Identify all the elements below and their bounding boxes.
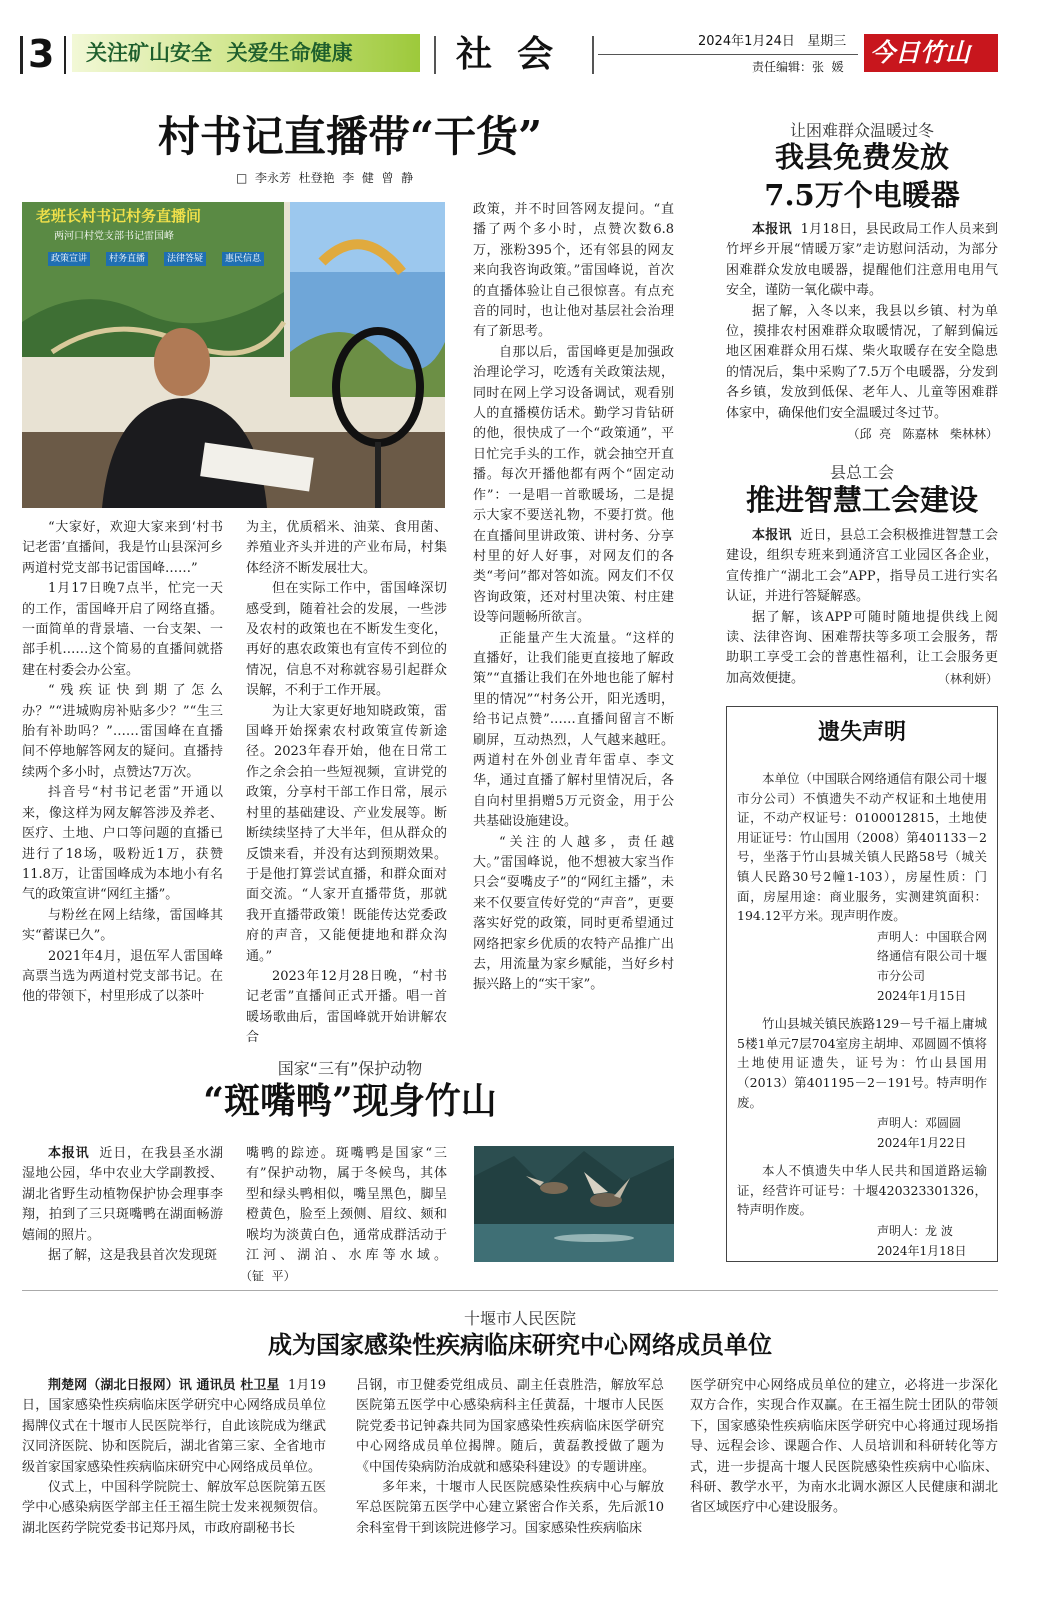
hospital-column-1 (22, 1376, 326, 1539)
notice-text: 本单位（中国联合网络通信有限公司十堰市分公司）不慎遗失不动产权证和土地使用证，不动产权证号：0100012815，土地使用证证号：竹山国用（2008）第401133－2号，坐落于竹山县城关镇人民路58号（城关镇人民路30号2幢1-103），房屋性质：门面，房屋用途：商业服务，实测建筑面积：194.12平方米。现声明作废。 (737, 771, 988, 924)
heater-title-line-1: 我县免费发放 (774, 140, 949, 174)
paper-logo-text: 今日竹山 (870, 38, 971, 67)
lost-notice-body (737, 769, 987, 1261)
responsible-editor: 责任编辑：张 媛 (752, 60, 844, 74)
paragraph: 为主，优质稻米、油菜、食用菌、养殖业齐头并进的产业布局，村集体经济不断发展壮大。 (246, 520, 447, 576)
notice-date: 2024年1月15日 (877, 988, 967, 1003)
paragraph (22, 1144, 223, 1246)
masthead (0, 0, 1039, 80)
main-article-column-2 (246, 518, 447, 1049)
notice-date: 2024年1月22日 (877, 1135, 967, 1150)
masthead-divider-2 (592, 36, 594, 74)
paragraph: “大家好，欢迎大家来到‘村书记老雷’直播间，我是竹山县深河乡两道村党支部书记雷国峰……” (22, 520, 223, 576)
notice-date: 2024年1月18日 (877, 1243, 967, 1258)
paragraph: 正能量产生大流量。“这样的直播好，让我们能更直接地了解政策”“直播让我们在外地也能了解村里的情况”“村务公开，阳光透明，给书记点赞”……直播间留言不断刷屏，互动热烈，人气越来越旺。两道村在外创业青年雷卓、李文华，通过直播了解村里情况后，各自向村里捐赠5万元资金，用于公共基础设施建设。 (473, 630, 674, 830)
lost-notice-box (726, 706, 998, 1262)
slogan-banner (72, 34, 420, 72)
notice-text: 本人不慎遗失中华人民共和国道路运输证，经营许可证号：十堰420323301326，特声明作废。 (737, 1163, 987, 1218)
lost-notice-title: 遗失声明 (817, 720, 906, 745)
heater-title-line-2: 7.5万个电暖器 (764, 178, 960, 212)
hospital-kicker: 十堰市人民医院 (463, 1309, 576, 1328)
page-number-rule-right (64, 36, 66, 74)
union-body (726, 526, 998, 689)
main-article-byline: □ 李永芳 杜登艳 李 健 曾 静 (236, 171, 414, 185)
paragraph: “残疾证快到期了怎么办？”“进城购房补贴多少？”“生三胎有补助吗？”……雷国峰在直播间不停地解答网友的疑问。直播持续两个多小时，点赞达7万次。 (22, 683, 223, 780)
slogan-text: 关注矿山安全 关爱生命健康 (86, 40, 353, 65)
hospital-column-2 (356, 1376, 664, 1539)
duck-kicker: 国家“三有”保护动物 (277, 1059, 423, 1078)
notice-signer: 声明人：龙 波 (877, 1224, 953, 1239)
livestream-photo (22, 202, 445, 508)
main-article-title: 村书记直播带“干货” (157, 112, 543, 161)
paragraph: 吕钢，市卫健委党组成员、副主任袁胜浩，解放军总医院第五医学中心感染病科主任黄磊，十堰市人民医院党委书记钟森共同为国家感染性疾病临床医学研究中心网络成员单位揭牌。随后，黄磊教授做了题为《中国传染病防治成就和感染科建设》的专题讲座。 (356, 1378, 664, 1475)
paragraph: 但在实际工作中，雷国峰深切感受到，随着社会的发展，一些涉及农村的政策也在不断发生变化，再好的惠农政策也有宣传不到位的情况，信息不对称就容易引起群众误解，不利于工作开展。 (246, 581, 447, 699)
paragraph-text: 据了解，该APP可随时随地提供线上阅读、法律咨询、困难帮扶等多项工会服务，帮助职工享受工会的普惠性福利，让工会服务更加高效便捷。 (726, 609, 998, 686)
paragraph-text: 1月18日，县民政局工作人员来到竹坪乡开展“情暖万家”走访慰问活动，为部分困难群众发放电暖器，提醒他们注意用电用气安全，谨防一氧化碳中毒。 (726, 222, 998, 299)
notice-text: 竹山县城关镇民族路129－号千福上庸城5楼1单元7层704室房主胡坤、邓圆圆不慎将土地使用证遗失，证号为：竹山县国用（2013）第401195－2－191号。特声明作废。 (737, 1016, 987, 1110)
date-underline (598, 54, 858, 55)
paragraph: 仪式上，中国科学院院士、解放军总医院第五医学中心感染病医学部主任王福生院士发来视频贺信。湖北医药学院党委书记郑丹凤，市政府副秘书长 (22, 1480, 326, 1536)
heater-signature: （邱 亮 陈嘉林 柴林林） (847, 427, 998, 442)
paragraph-text: 嘴鸭的踪迹。斑嘴鸭是国家“三有”保护动物，属于冬候鸟，其体型和绿头鸭相似，嘴呈黑色，脚呈橙黄色，脸至上颈侧、眉纹、颏和喉均为淡黄白色，通常成群活动于江河、湖泊、水库等水域。 (246, 1146, 447, 1264)
lead-tag: 本报讯 (48, 1146, 90, 1161)
duck-signature: （钲 平） (246, 1269, 296, 1284)
paragraph (246, 1144, 447, 1288)
lead-tag: 本报讯 (752, 222, 792, 237)
duck-photo (474, 1146, 674, 1262)
notice-signer: 声明人：邓圆圆 (877, 1116, 962, 1131)
paragraph: 自那以后，雷国峰更是加强政治理论学习，吃透有关政策法规，同时在网上学习设备调试，观看别人的直播模仿话术。勤学习肯钻研的他，很快成了一个“政策通”，平日忙完手头的工作，就会抽空开直播。每次开播他都有两个“固定动作”：一是唱一首歌暖场，二是提示大家不要送礼物，不要打赏。他在直播间里讲政策、讲村务、分享村里的好人好事，对网友们的各类“考问”都对答如流。网友们不仅咨询政策，还对村里决策、村庄建设等问题畅所欲言。 (473, 344, 674, 626)
photo-banner-sub: 两河口村党支部书记雷国峰 (54, 231, 174, 242)
paragraph: 政策，并不时回答网友提问。“直播了两个多小时，点赞次数6.8万，涨粉395个，还有邻县的网友来向我咨询政策。”雷国峰说，首次的直播体验让自己很惊喜。有点充音的同时，也让他对基层社会治理有了新思考。 (473, 202, 674, 340)
paragraph-text: 近日，在我县圣水湖湿地公园，华中农业大学副教授、湖北省野生动植物保护协会理事李翔，拍到了三只斑嘴鸭在湖面畅游嬉闹的照片。 (22, 1146, 223, 1243)
section-title: 社 会 (456, 33, 554, 75)
photo-tag: 法律答疑 (164, 252, 206, 266)
hospital-title: 成为国家感染性疾病临床研究中心网络成员单位 (268, 1331, 772, 1359)
paragraph-text: 1月19日，国家感染性疾病临床医学研究中心网络成员单位揭牌仪式在十堰市人民医院举行，自此该院成为继武汉同济医院、协和医院后，湖北省第三家、全省地市级首家国家感染性疾病临床研究中心网络成员单位。 (22, 1378, 326, 1475)
union-kicker: 县总工会 (829, 463, 894, 482)
paragraph: 多年来，十堰市人民医院感染性疾病中心与解放军总医院第五医学中心建立紧密合作关系，先后派10余科室骨干到该院进修学习。国家感染性疾病临床 (356, 1480, 664, 1536)
paragraph: 1月17日晚7点半，忙完一天的工作，雷国峰开启了网络直播。一面简单的背景墙、一台支架、一部手机……这个简易的直播间就搭建在村委会办公室。 (22, 581, 223, 678)
paragraph: “关注的人越多，责任越大。”雷国峰说，他不想被大家当作只会“耍嘴皮子”的“网红主播”，未来不仅要宣传好党的“声音”，更要落实好党的政策，同时更希望通过网络把家乡优质的农特产品推广出去，用流量为家乡赋能，当好乡村振兴路上的“实干家”。 (473, 834, 674, 993)
paragraph: 据了解，这是我县首次发现斑 (48, 1248, 218, 1264)
paragraph: 2021年4月，退伍军人雷国峰高票当选为两道村党支部书记。在他的带领下，村里形成了以茶叶 (22, 948, 223, 1005)
paragraph: 2023年12月28日晚，“村书记老雷”直播间正式开播。唱一首暖场歌曲后，雷国峰就开始讲解农合 (246, 968, 447, 1046)
lead-tag: 本报讯 (752, 528, 792, 543)
lead-tag: 荆楚网（湖北日报网）讯 通讯员 杜卫星 (48, 1378, 280, 1393)
paragraph: 抖音号“村书记老雷”开通以来，像这样为网友解答涉及养老、医疗、土地、户口等问题的直播已进行了18场，吸粉近1万，获赞11.8万，让雷国峰成为本地小有名气的政策宣讲“网红主播”。 (22, 785, 223, 903)
paragraph: 医学研究中心网络成员单位的建立，必将进一步深化双方合作，实现合作双赢。在王福生院士团队的带领下，国家感染性疾病临床医学研究中心将通过现场指导、远程会诊、课题合作、人员培训和科研转化等方式，进一步提高十堰人民医院感染性疾病中心临床、科研、教学水平，为南水北调水源区人民健康和湖北省区域医疗中心建设服务。 (690, 1378, 998, 1516)
paragraph: 据了解，入冬以来，我县以乡镇、村为单位，摸排农村困难群众取暖情况，了解到偏远地区困难群众用石煤、柴火取暖存在安全隐患的情况后，集中采购了7.5万个电暖器，分发到各乡镇，发放到低保、老年人、儿童等困难群体家中，确保他们安全温暖过冬过节。 (726, 303, 998, 421)
paper-logo (864, 34, 998, 72)
duck-column-1 (22, 1144, 223, 1266)
photo-banner: 老班长村书记村务直播间 (36, 207, 202, 225)
heater-kicker: 让困难群众温暖过冬 (789, 121, 934, 140)
page-number: 3 (28, 32, 55, 76)
notice-signer: 声明人：中国联合网络通信有限公司十堰市分公司 (877, 929, 987, 983)
heater-body (726, 220, 998, 444)
union-title: 推进智慧工会建设 (745, 483, 978, 517)
main-article-column-1 (22, 518, 223, 1008)
section-divider (22, 1290, 998, 1291)
paragraph: 与粉丝在网上结缘，雷国峰其实“蓄谋已久”。 (22, 907, 223, 944)
page-number-rule (20, 36, 23, 74)
duck-photo-art (474, 1146, 674, 1262)
paragraph: 为让大家更好地知晓政策，雷国峰开始探索农村政策宣传新途径。2023年春开始，他在日常工作之余会拍一些短视频，宣讲党的政策，分享村干部工作日常，展示村里的基础建设、产业发展等。断断续续坚持了大半年，但从群众的反馈来看，并没有达到预期效果。于是他打算尝试直播，和群众面对面交流。“人家开直播带货，那就我开直播带政策！既能传达党委政府的声音，又能便捷地和群众沟通。” (246, 703, 447, 964)
hospital-column-3 (690, 1376, 998, 1519)
main-article-column-3 (473, 200, 674, 996)
paragraph-text: 近日，县总工会积极推进智慧工会建设，组织专班来到通济宫工业园区各企业，宣传推广“湖北工会”APP，指导员工进行实名认证，并进行答疑解惑。 (726, 528, 998, 605)
masthead-divider (434, 36, 436, 74)
union-signature: （林利妍） (937, 671, 998, 686)
duck-column-2 (246, 1144, 447, 1288)
photo-tag-list (48, 252, 278, 268)
paragraph (726, 220, 998, 302)
duck-title: “斑嘴鸭”现身竹山 (203, 1080, 497, 1122)
paragraph (22, 1376, 326, 1478)
paragraph (726, 608, 998, 690)
photo-tag: 村务直播 (106, 252, 148, 266)
livestream-photo-art (22, 202, 445, 508)
paragraph (726, 526, 998, 608)
issue-date: 2024年1月24日 星期三 (698, 34, 847, 49)
photo-tag: 政策宣讲 (48, 252, 90, 266)
photo-tag: 惠民信息 (222, 252, 264, 266)
